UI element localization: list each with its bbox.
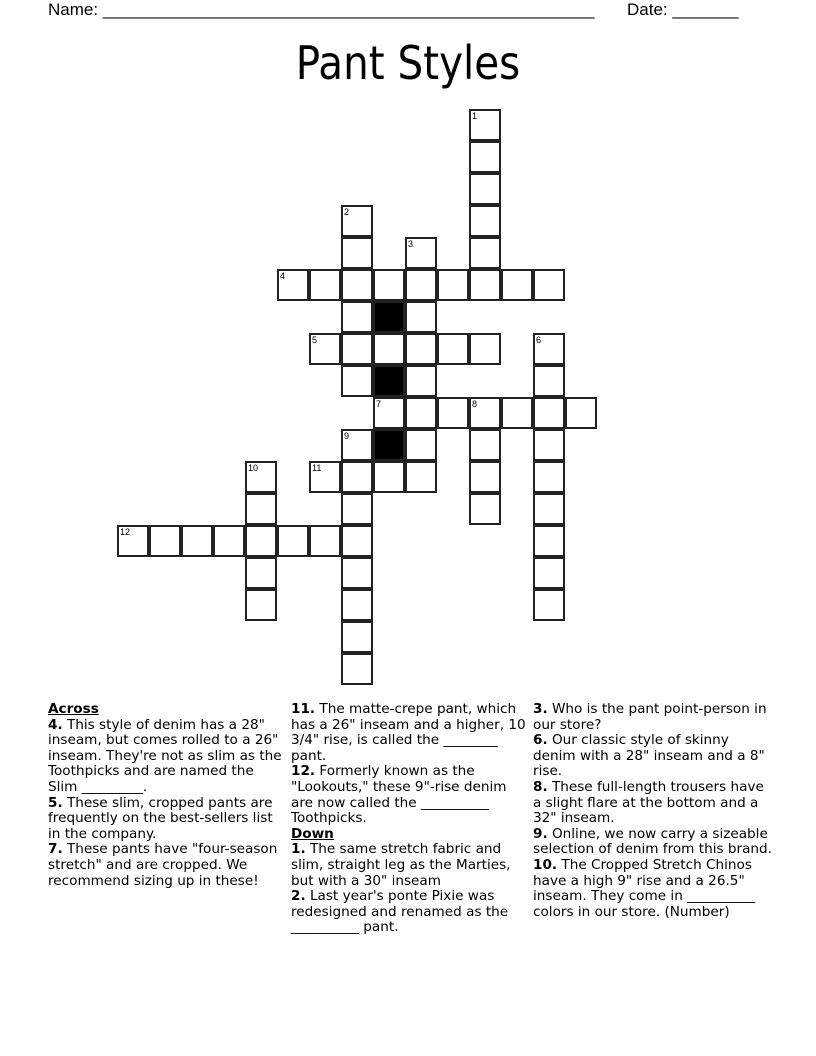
clues-column-2 bbox=[291, 702, 527, 936]
across-heading: Across bbox=[48, 701, 99, 717]
grid-cell[interactable] bbox=[533, 557, 565, 589]
grid-cell[interactable] bbox=[405, 333, 437, 365]
clue-number: 7 bbox=[376, 399, 382, 409]
blocked-cell bbox=[373, 301, 405, 333]
grid-cell[interactable] bbox=[405, 237, 437, 269]
grid-cell[interactable] bbox=[469, 429, 501, 461]
grid-cell[interactable] bbox=[469, 493, 501, 525]
grid-cell[interactable] bbox=[469, 205, 501, 237]
grid-cell[interactable] bbox=[341, 621, 373, 653]
grid-cell[interactable] bbox=[213, 525, 245, 557]
clue-down-9: 9. Online, we now carry a sizeable selection of denim from this brand. bbox=[533, 825, 772, 858]
grid-cell[interactable] bbox=[533, 365, 565, 397]
clue-down-10: 10. The Cropped Stretch Chinos have a high 9" rise and a 26.5" inseam. They come in __________ colors in our store. (Number) bbox=[533, 856, 756, 920]
grid-cell[interactable] bbox=[469, 397, 501, 429]
grid-cell[interactable] bbox=[245, 525, 277, 557]
date-field-label: Date: _______ bbox=[627, 0, 739, 19]
grid-cell[interactable] bbox=[533, 429, 565, 461]
grid-cell[interactable] bbox=[533, 333, 565, 365]
clue-down-1: 1. The same stretch fabric and slim, straight leg as the Marties, but with a 30" inseam bbox=[291, 841, 511, 889]
clue-down-3: 3. Who is the pant point-person in our store? bbox=[533, 701, 767, 733]
grid-cell[interactable] bbox=[341, 365, 373, 397]
grid-cell[interactable] bbox=[117, 525, 149, 557]
grid-cell[interactable] bbox=[533, 269, 565, 301]
grid-cell[interactable] bbox=[309, 269, 341, 301]
grid-cell[interactable] bbox=[309, 461, 341, 493]
grid-cell[interactable] bbox=[469, 141, 501, 173]
grid-cell[interactable] bbox=[533, 493, 565, 525]
clue-number: 2 bbox=[344, 207, 350, 217]
clue-number: 4 bbox=[280, 271, 286, 281]
grid-cell[interactable] bbox=[309, 525, 341, 557]
grid-cell[interactable] bbox=[341, 525, 373, 557]
grid-cell[interactable] bbox=[341, 653, 373, 685]
clue-down-8: 8. These full-length trousers have a slight flare at the bottom and a 32" inseam. bbox=[533, 778, 764, 827]
grid-cell[interactable] bbox=[341, 333, 373, 365]
grid-cell[interactable] bbox=[341, 205, 373, 237]
grid-cell[interactable] bbox=[373, 397, 405, 429]
grid-cell[interactable] bbox=[181, 525, 213, 557]
grid-cell[interactable] bbox=[341, 493, 373, 525]
down-heading: Down bbox=[291, 825, 334, 842]
clue-number: 8 bbox=[472, 399, 478, 409]
grid-cell[interactable] bbox=[341, 237, 373, 269]
grid-cell[interactable] bbox=[469, 109, 501, 141]
grid-cell[interactable] bbox=[405, 365, 437, 397]
grid-cell[interactable] bbox=[149, 525, 181, 557]
grid-cell[interactable] bbox=[405, 429, 437, 461]
blocked-cell bbox=[373, 429, 405, 461]
grid-cell[interactable] bbox=[405, 301, 437, 333]
grid-cell[interactable] bbox=[469, 461, 501, 493]
grid-cell[interactable] bbox=[533, 589, 565, 621]
grid-cell[interactable] bbox=[245, 461, 277, 493]
grid-cell[interactable] bbox=[437, 269, 469, 301]
name-field-label: Name: ____________________________________________________ bbox=[48, 0, 595, 19]
clue-down-2: 2. Last year's ponte Pixie was redesigned and renamed as the __________ pant. bbox=[291, 888, 509, 936]
clue-number: 10 bbox=[248, 463, 259, 473]
grid-cell[interactable] bbox=[533, 461, 565, 493]
grid-cell[interactable] bbox=[373, 333, 405, 365]
clue-number: 3 bbox=[408, 239, 414, 249]
grid-cell[interactable] bbox=[341, 461, 373, 493]
clues-column-3 bbox=[533, 702, 773, 920]
grid-cell[interactable] bbox=[405, 397, 437, 429]
grid-cell[interactable] bbox=[405, 461, 437, 493]
clue-number: 11 bbox=[312, 463, 322, 473]
clues-column-1 bbox=[48, 702, 284, 889]
grid-cell[interactable] bbox=[277, 269, 309, 301]
clue-across-4: 4. This style of denim has a 28" inseam, but comes rolled to a 26" inseam. They're not as slim as the Toothpicks and are named the Slim _________. bbox=[48, 716, 282, 795]
grid-cell[interactable] bbox=[501, 269, 533, 301]
grid-cell[interactable] bbox=[341, 429, 373, 461]
clue-number: 9 bbox=[344, 431, 350, 441]
grid-cell[interactable] bbox=[245, 493, 277, 525]
grid-cell[interactable] bbox=[373, 269, 405, 301]
grid-cell[interactable] bbox=[533, 525, 565, 557]
grid-cell[interactable] bbox=[341, 557, 373, 589]
grid-cell[interactable] bbox=[341, 269, 373, 301]
grid-cell[interactable] bbox=[437, 333, 469, 365]
grid-cell[interactable] bbox=[245, 589, 277, 621]
clue-across-12: 12. Formerly known as the "Lookouts," these 9"-rise denim are now called the __________ Toothpicks. bbox=[291, 763, 507, 827]
clue-number: 6 bbox=[536, 335, 542, 345]
grid-cell[interactable] bbox=[277, 525, 309, 557]
clue-down-6: 6. Our classic style of skinny denim with a 28" inseam and a 8" rise. bbox=[533, 732, 765, 780]
grid-cell[interactable] bbox=[501, 397, 533, 429]
grid-cell[interactable] bbox=[341, 589, 373, 621]
clue-number: 5 bbox=[312, 335, 318, 345]
grid-cell[interactable] bbox=[469, 333, 501, 365]
grid-cell[interactable] bbox=[565, 397, 597, 429]
blocked-cell bbox=[373, 365, 405, 397]
grid-cell[interactable] bbox=[469, 269, 501, 301]
grid-cell[interactable] bbox=[469, 237, 501, 269]
grid-cell[interactable] bbox=[437, 397, 469, 429]
clue-across-11: 11. The matte-crepe pant, which has a 26" inseam and a higher, 10 3/4" rise, is called the ________ pant. bbox=[291, 701, 526, 764]
clue-number: 12 bbox=[120, 527, 131, 537]
grid-cell[interactable] bbox=[309, 333, 341, 365]
grid-cell[interactable] bbox=[373, 461, 405, 493]
grid-cell[interactable] bbox=[533, 397, 565, 429]
grid-cell[interactable] bbox=[405, 269, 437, 301]
clue-number: 1 bbox=[472, 111, 478, 121]
grid-cell[interactable] bbox=[341, 301, 373, 333]
clue-across-7: 7. These pants have "four-season stretch" and are cropped. We recommend sizing up in these! bbox=[48, 841, 278, 889]
grid-cell[interactable] bbox=[245, 557, 277, 589]
grid-cell[interactable] bbox=[469, 173, 501, 205]
page-title: Pant Styles bbox=[295, 36, 521, 90]
clue-across-5: 5. These slim, cropped pants are frequently on the best-sellers list in the company. bbox=[48, 794, 273, 842]
